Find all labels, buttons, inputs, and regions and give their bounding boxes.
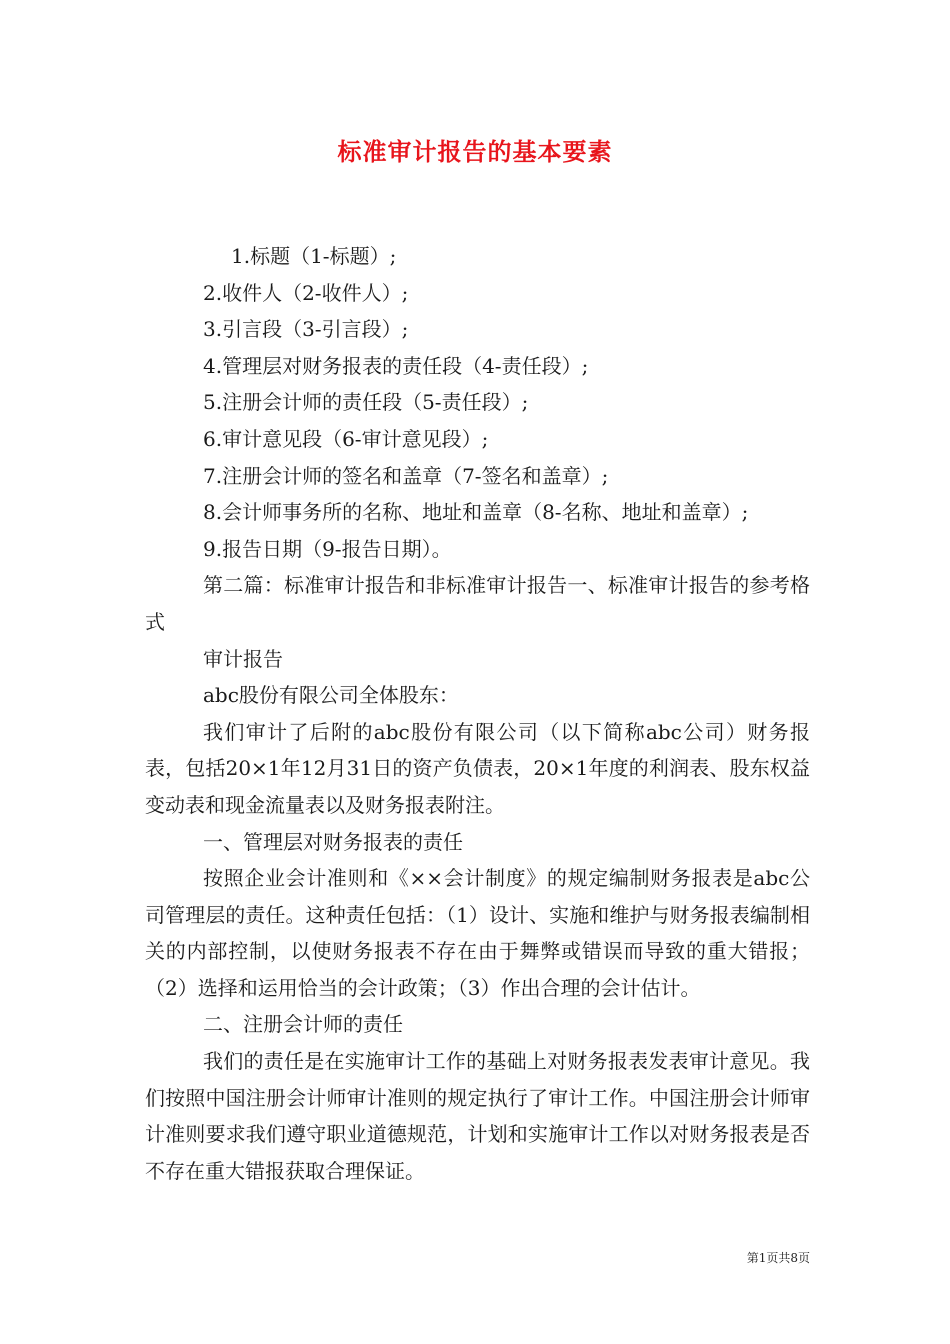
paragraph-item-1: 1.标题（1-标题）; xyxy=(231,244,397,268)
document-body xyxy=(145,238,810,1189)
report-heading: 审计报告 xyxy=(203,646,283,671)
section-heading-auditor: 二、注册会计师的责任 xyxy=(203,1012,403,1037)
paragraph-item-5: 5.注册会计师的责任段（5-责任段）; xyxy=(203,390,529,415)
paragraph-item-2: 2.收件人（2-收件人）; xyxy=(203,280,409,305)
paragraph-item-8: 8.会计师事务所的名称、地址和盖章（8-名称、地址和盖章）; xyxy=(203,500,749,525)
paragraph-item-7: 7.注册会计师的签名和盖章（7-签名和盖章）; xyxy=(203,463,609,488)
intro-paragraph: 我们审计了后附的abc股份有限公司（以下简称abc公司）财务报表，包括20×1年12月31日的资产负债表，20×1年度的利润表、股东权益变动表和现金流量表以及财务报表附注。 xyxy=(145,719,810,817)
paragraph-item-9: 9.报告日期（9-报告日期）。 xyxy=(203,536,452,561)
management-paragraph: 按照企业会计准则和《××会计制度》的规定编制财务报表是abc公司管理层的责任。这种责任包括：（1）设计、实施和维护与财务报表编制相关的内部控制，以使财务报表不存在由于舞弊或错误而导致的重大错报；（2）选择和运用恰当的会计政策；（3）作出合理的会计估计。 xyxy=(145,866,810,1000)
section-heading-management: 一、管理层对财务报表的责任 xyxy=(203,829,463,854)
paragraph-item-4: 4.管理层对财务报表的责任段（4-责任段）; xyxy=(203,353,589,378)
page-number: 第1页共8页 xyxy=(746,1251,810,1265)
auditor-paragraph: 我们的责任是在实施审计工作的基础上对财务报表发表审计意见。我们按照中国注册会计师审计准则的规定执行了审计工作。中国注册会计师审计准则要求我们遵守职业道德规范，计划和实施审计工作以对财务报表是否不存在重大错报获取合理保证。 xyxy=(145,1049,810,1183)
section-heading-part-two: 第二篇：标准审计报告和非标准审计报告一、标准审计报告的参考格式 xyxy=(145,573,810,634)
addressee: abc股份有限公司全体股东： xyxy=(203,683,459,708)
paragraph-item-3: 3.引言段（3-引言段）; xyxy=(203,317,409,342)
document-title: 标准审计报告的基本要素 xyxy=(337,137,613,166)
paragraph-item-6: 6.审计意见段（6-审计意见段）; xyxy=(203,426,489,451)
